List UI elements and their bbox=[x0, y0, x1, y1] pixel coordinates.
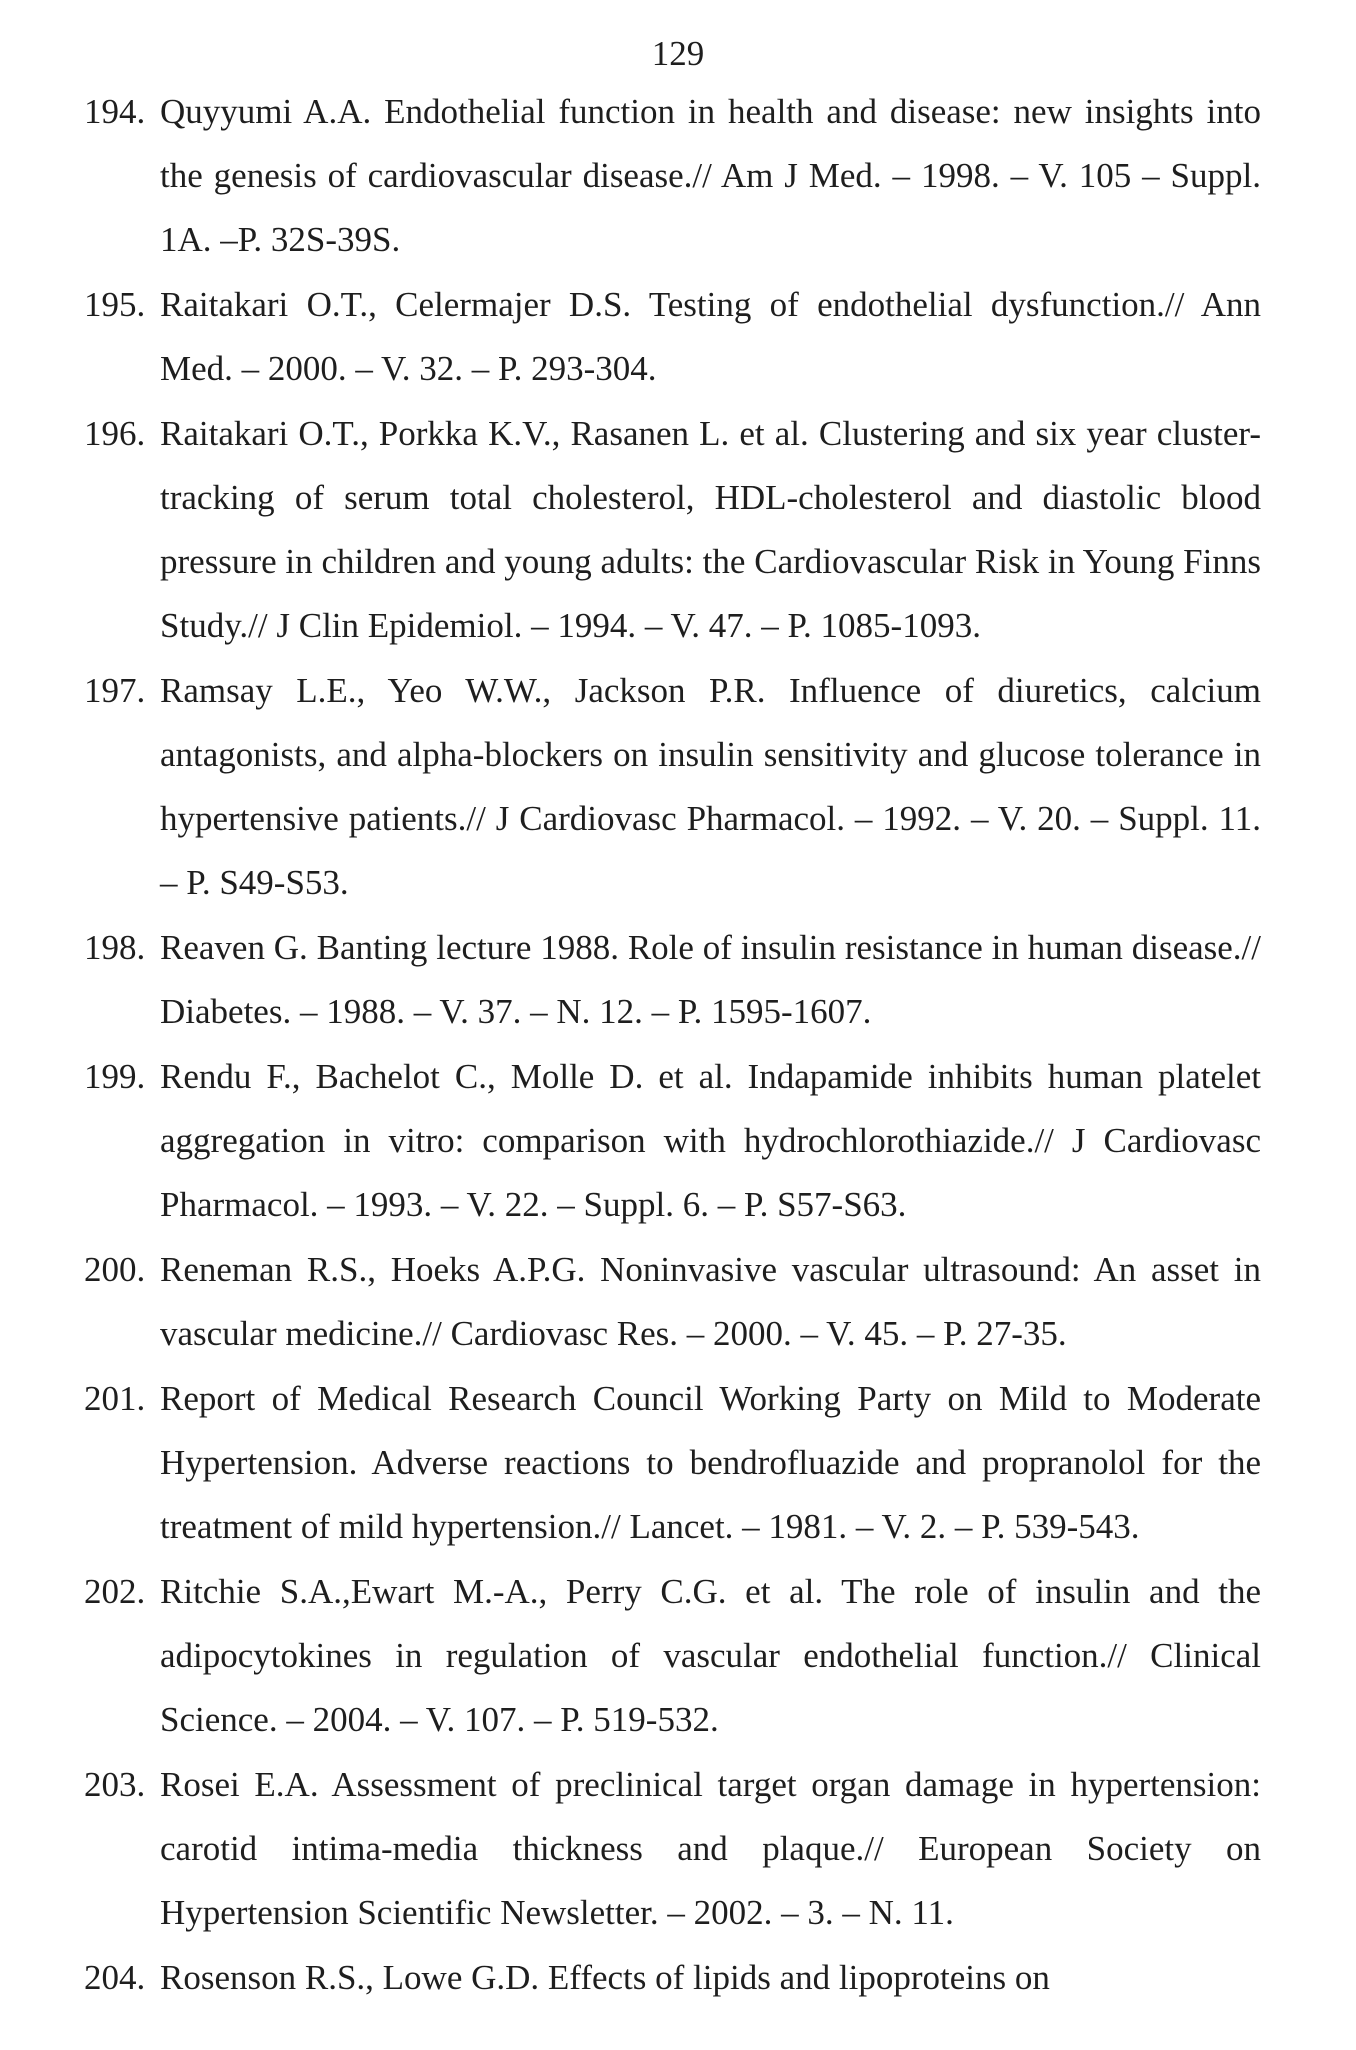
reference-list bbox=[0, 80, 1356, 2011]
reference-item bbox=[0, 916, 1261, 1044]
reference-number: 195. bbox=[84, 285, 146, 324]
reference-text: Rosenson R.S., Lowe G.D. Effects of lipids and lipoproteins on bbox=[160, 1958, 1050, 1997]
reference-number: 197. bbox=[84, 671, 146, 710]
reference-item bbox=[0, 1045, 1261, 1237]
reference-number: 196. bbox=[84, 414, 146, 453]
reference-text: Raitakari O.T., Celermajer D.S. Testing of endothelial dysfunction.// Ann Med. – 2000. – V. 32. – P. 293-304. bbox=[160, 285, 1261, 388]
reference-text: Rendu F., Bachelot C., Molle D. et al. Indapamide inhibits human platelet aggregation in vitro: comparison with hydrochlorothiazide.// J Cardiovasc Pharmacol. – 1993. – V. 22. – Suppl. 6. – P. S57-S63. bbox=[160, 1057, 1261, 1224]
reference-item bbox=[0, 1238, 1261, 1366]
reference-number: 203. bbox=[84, 1765, 146, 1804]
reference-number: 204. bbox=[84, 1958, 146, 1997]
reference-item bbox=[0, 1367, 1261, 1559]
reference-item bbox=[0, 80, 1261, 272]
reference-text: Ritchie S.A.,Ewart M.-A., Perry C.G. et al. The role of insulin and the adipocytokines in regulation of vascular endothelial function.// Clinical Science. – 2004. – V. 107. – P. 519-532. bbox=[160, 1572, 1261, 1739]
reference-item bbox=[0, 402, 1261, 658]
reference-number: 194. bbox=[84, 92, 146, 131]
reference-number: 198. bbox=[84, 928, 146, 967]
reference-text: Ramsay L.E., Yeo W.W., Jackson P.R. Influence of diuretics, calcium antagonists, and alpha-blockers on insulin sensitivity and glucose tolerance in hypertensive patients.// J Cardiovasc Pharmacol. – 1992. – V. 20. – Suppl. 11. – P. S49-S53. bbox=[160, 671, 1261, 902]
reference-text: Quyyumi A.A. Endothelial function in health and disease: new insights into the genesis of cardiovascular disease.// Am J Med. – 1998. – V. 105 – Suppl. 1A. –P. 32S-39S. bbox=[160, 92, 1261, 259]
page-number: 129 bbox=[651, 34, 705, 73]
reference-text: Reneman R.S., Hoeks A.P.G. Noninvasive vascular ultrasound: An asset in vascular medicine.// Cardiovasc Res. – 2000. – V. 45. – P. 27-35. bbox=[160, 1250, 1261, 1353]
reference-item bbox=[0, 659, 1261, 915]
reference-text: Report of Medical Research Council Working Party on Mild to Moderate Hypertension. Adverse reactions to bendrofluazide and propranolol for the treatment of mild hypertension.// Lancet. – 1981. – V. 2. – P. 539-543. bbox=[160, 1379, 1261, 1546]
reference-item bbox=[0, 1560, 1261, 1752]
reference-text: Raitakari O.T., Porkka K.V., Rasanen L. et al. Clustering and six year cluster-tracking of serum total cholesterol, HDL-cholesterol and diastolic blood pressure in children and young adults: the Cardiovascular Risk in Young Finns Study.// J Clin Epidemiol. – 1994. – V. 47. – P. 1085-1093. bbox=[160, 414, 1261, 645]
reference-number: 202. bbox=[84, 1572, 146, 1611]
reference-number: 200. bbox=[84, 1250, 146, 1289]
reference-number: 199. bbox=[84, 1057, 146, 1096]
reference-number: 201. bbox=[84, 1379, 146, 1418]
reference-item bbox=[0, 1946, 1261, 2010]
reference-text: Reaven G. Banting lecture 1988. Role of insulin resistance in human disease.// Diabetes. – 1988. – V. 37. – N. 12. – P. 1595-1607. bbox=[160, 928, 1261, 1031]
reference-item bbox=[0, 273, 1261, 401]
reference-item bbox=[0, 1753, 1261, 1945]
reference-text: Rosei E.A. Assessment of preclinical target organ damage in hypertension: carotid intima-media thickness and plaque.// European Society on Hypertension Scientific Newsletter. – 2002. – 3. – N. 11. bbox=[160, 1765, 1261, 1932]
